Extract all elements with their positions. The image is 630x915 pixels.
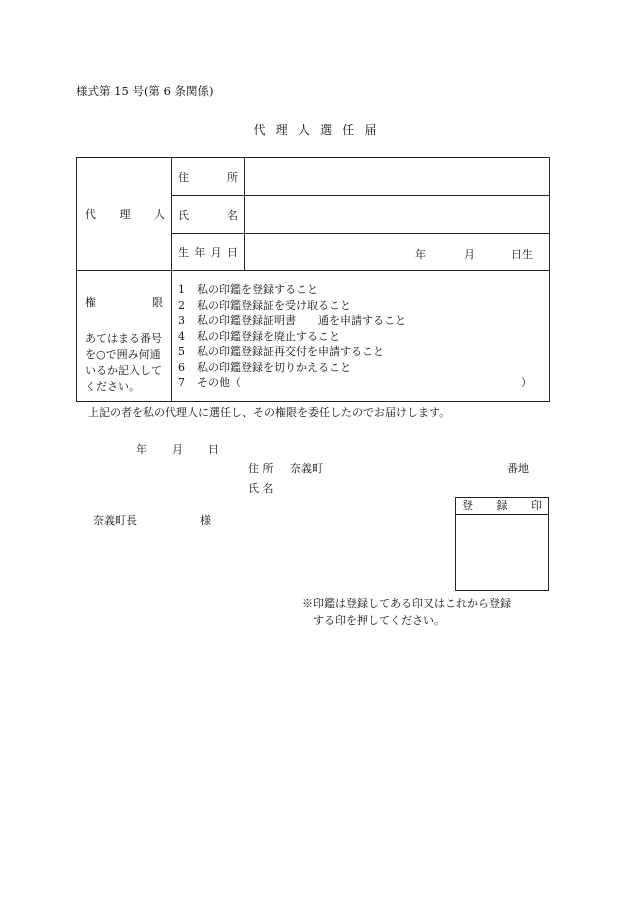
address-label-char: 住 (178, 170, 189, 184)
date-year-label[interactable]: 年 (136, 443, 147, 456)
applicant-name-label[interactable]: 氏 名 (248, 482, 274, 495)
birthdate-input-cell[interactable] (245, 234, 550, 271)
address-label-char: 所 (227, 170, 238, 184)
other-close-paren: ） (521, 376, 532, 389)
birth-day-label: 日生 (511, 248, 533, 261)
form-number: 様式第 15 号(第 6 条関係) (76, 84, 214, 98)
seal-box-header (456, 498, 548, 515)
authority-items-list (178, 282, 549, 391)
authority-label-cell (77, 271, 172, 402)
seal-label-char: 録 (496, 499, 508, 512)
item-text: 私の印鑑登録を廃止すること (197, 329, 340, 343)
birth-month-label: 月 (464, 248, 475, 261)
item-text: 私の印鑑登録証を受け取ること (197, 298, 351, 312)
seal-label-char: 登 (462, 499, 473, 512)
birthdate-label-cell (172, 234, 245, 271)
applicant-town: 奈義町 (290, 462, 323, 475)
seal-note-line-2: する印を押してください。 (313, 614, 445, 627)
agent-label-char: 代 (85, 208, 96, 221)
authority-item[interactable] (178, 298, 549, 314)
authority-item[interactable] (178, 344, 549, 360)
item-text: その他（ (197, 376, 241, 389)
item-number: 3 (178, 314, 185, 327)
agent-label-char: 理 (119, 208, 131, 221)
item-text: 私の印鑑登録証明書 通を申請すること (197, 314, 406, 327)
item-number: 6 (178, 360, 185, 374)
name-label-cell (172, 196, 245, 234)
birthdate-label-char: 生 (178, 246, 189, 259)
address-input-cell[interactable] (245, 158, 550, 196)
authority-label-char: 限 (152, 296, 163, 309)
date-month-label[interactable]: 月 (172, 443, 183, 456)
address-label-cell (172, 158, 245, 196)
declaration-text: 上記の者を私の代理人に選任し、その権限を委任したのでお届けします。 (88, 406, 451, 419)
applicant-address-label: 住 所 (248, 462, 274, 475)
birth-year-label: 年 (415, 248, 426, 261)
authority-item[interactable] (178, 282, 549, 298)
authority-item[interactable] (178, 329, 549, 345)
seal-label-char: 印 (531, 499, 542, 512)
seal-note-line-1: ※印鑑は登録してある印又はこれから登録 (302, 597, 511, 610)
item-number: 5 (178, 345, 185, 358)
authority-label-char: 権 (85, 296, 96, 309)
item-number: 4 (178, 329, 185, 343)
birthdate-label-char: 年 (194, 246, 206, 259)
registered-seal-box[interactable] (455, 497, 549, 591)
addressee-honorific: 様 (200, 514, 211, 527)
agent-label-char: 人 (154, 208, 165, 221)
item-text: 私の印鑑登録証再交付を申請すること (197, 345, 384, 358)
birthdate-label-char: 日 (226, 246, 238, 259)
item-text: 私の印鑑を登録すること (197, 283, 318, 296)
authority-item[interactable] (178, 313, 549, 329)
name-label-char: 氏 (178, 208, 189, 222)
date-day-label[interactable]: 日 (208, 443, 219, 456)
item-number: 7 (178, 376, 185, 389)
applicant-banchi: 番地 (507, 462, 529, 475)
agent-form-table (76, 157, 550, 402)
birthdate-label-char: 月 (210, 246, 222, 259)
agent-label-cell (77, 158, 172, 271)
name-input-cell[interactable] (245, 196, 550, 234)
authority-items-cell[interactable] (172, 271, 550, 402)
item-number: 1 (178, 283, 185, 296)
authority-item[interactable] (178, 360, 549, 376)
authority-item[interactable] (178, 375, 549, 391)
authority-instruction: あてはまる番号 を○で囲み何通 いるか記入して ください。 (85, 332, 162, 393)
item-text: 私の印鑑登録を切りかえること (197, 360, 351, 374)
name-label-char: 名 (227, 208, 238, 222)
document-title: 代理人選任届 (253, 123, 387, 137)
item-number: 2 (178, 298, 185, 312)
addressee-name: 奈義町長 (93, 514, 137, 527)
